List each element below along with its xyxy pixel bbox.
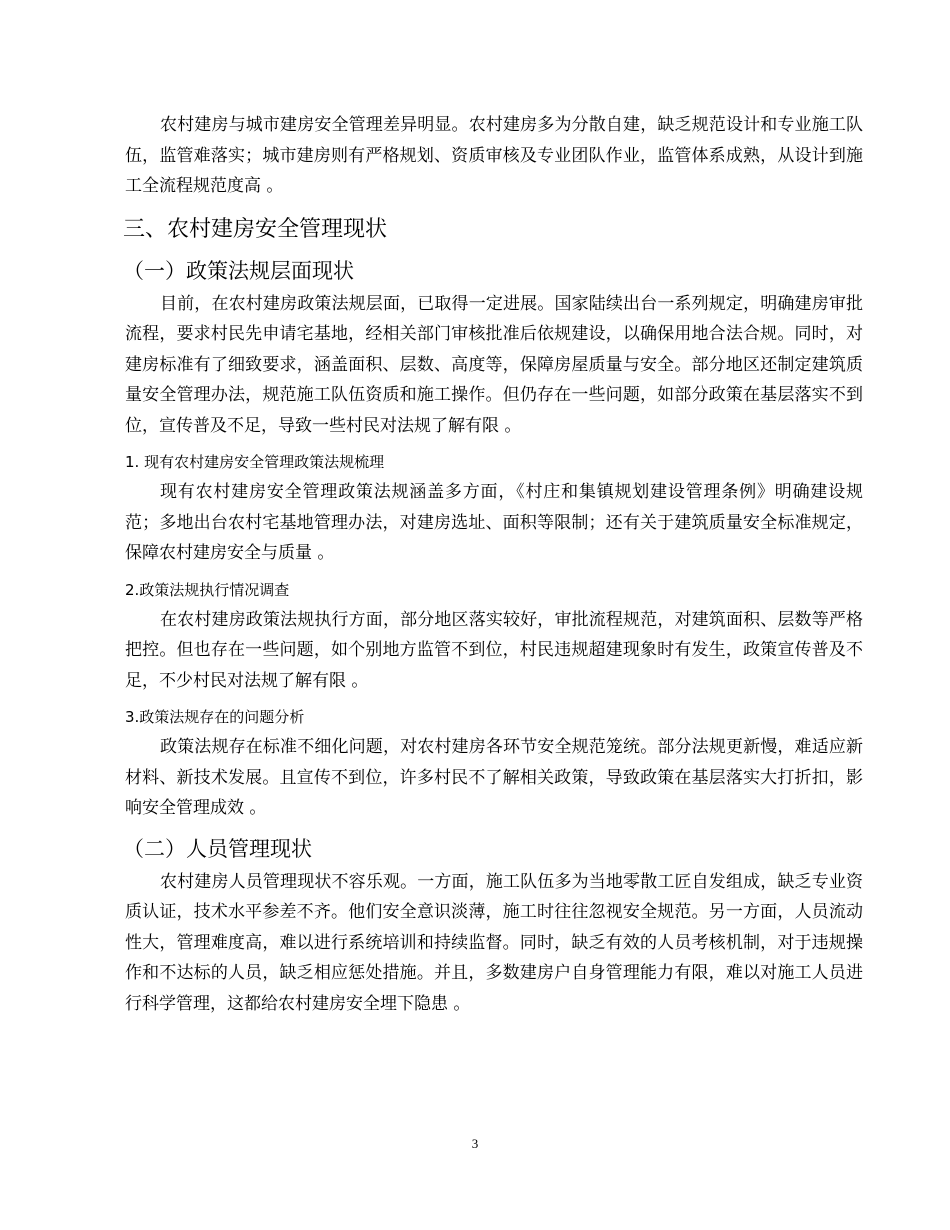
intro-paragraph: 农村建房与城市建房安全管理差异明显。农村建房多为分散自建，缺乏规范设计和专业施工队伍，监管难落实；城市建房则有严格规划、资质审核及专业团队作业，监管体系成熟，从设计到施工全流程规范度高 。 [125,115,863,196]
page-content [125,110,863,1019]
item-heading-1: 1. 现有农村建房安全管理政策法规梳理 [125,453,385,471]
item-paragraph-1: 现有农村建房安全管理政策法规涵盖多方面，《村庄和集镇规划建设管理条例》明确建设规范；多地出台农村宅基地管理办法，对建房选址、面积等限制；还有关于建筑质量安全标准规定，保障农村建房安全与质量 。 [125,482,863,563]
item-heading-3: 3.政策法规存在的问题分析 [125,708,305,726]
item-paragraph-2: 在农村建房政策法规执行方面，部分地区落实较好，审批流程规范，对建筑面积、层数等严格把控。但也存在一些问题，如个别地方监管不到位，村民违规超建现象时有发生，政策宣传普及不足，不少村民对法规了解有限 。 [125,609,863,691]
item-paragraph-3: 政策法规存在标准不细化问题，对农村建房各环节安全规范笼统。部分法规更新慢，难适应新材料、新技术发展。且宣传不到位，许多村民不了解相关政策，导致政策在基层落实大打折扣，影响安全管理成效 。 [125,737,863,818]
subsection-heading-personnel: （二）人员管理现状 [123,836,312,861]
page-number: 3 [471,1136,479,1151]
item-heading-2: 2.政策法规执行情况调查 [125,580,290,599]
personnel-paragraph: 农村建房人员管理现状不容乐观。一方面，施工队伍多为当地零散工匠自发组成，缺乏专业资质认证，技术水平参差不齐。他们安全意识淡薄，施工时往往忽视安全规范。另一方面，人员流动性大，管理难度高，难以进行系统培训和持续监督。同时，缺乏有效的人员考核机制，对于违规操作和不达标的人员，缺乏相应惩处措施。并且，多数建房户自身管理能力有限，难以对施工人员进行科学管理，这都给农村建房安全埋下隐患 。 [125,871,863,1014]
subsection-heading-policy: （一）政策法规层面现状 [123,258,354,283]
section-heading: 三、农村建房安全管理现状 [123,216,388,242]
policy-paragraph: 目前，在农村建房政策法规层面，已取得一定进展。国家陆续出台一系列规定，明确建房审批流程，要求村民先申请宅基地，经相关部门审核批准后依规建设，以确保用地合法合规。同时，对建房标准有了细致要求，涵盖面积、层数、高度等，保障房屋质量与安全。部分地区还制定建筑质量安全管理办法，规范施工队伍资质和施工操作。但仍存在一些问题，如部分政策在基层落实不到位，宣传普及不足，导致一些村民对法规了解有限 。 [125,293,863,436]
